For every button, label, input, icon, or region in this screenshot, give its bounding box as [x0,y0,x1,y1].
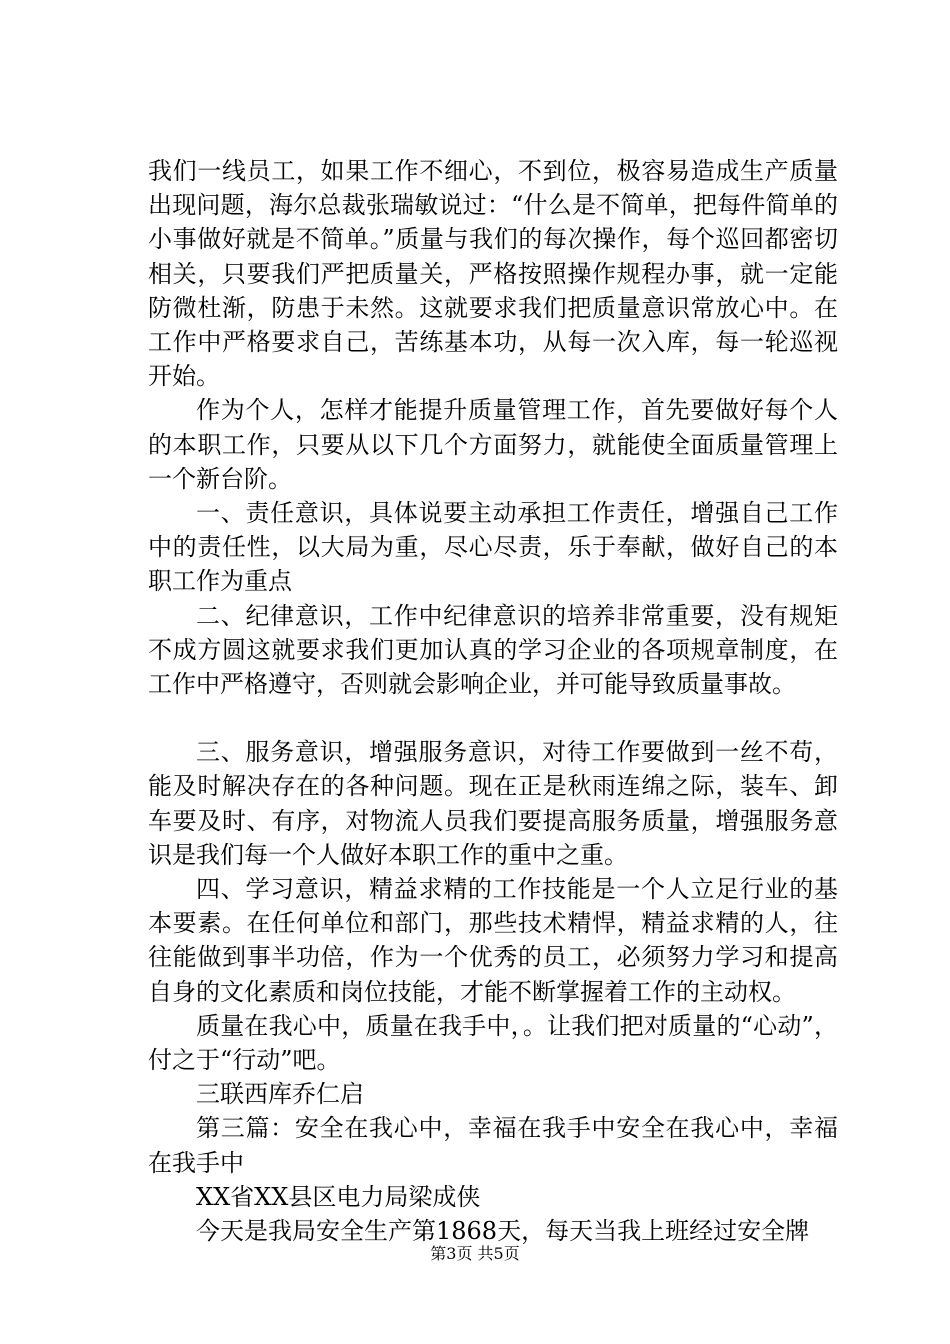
page-number: 第3页 共5页 [430,1244,520,1263]
paragraph-last: 今天是我局安全生产第1868天，每天当我上班经过安全牌 [196,1217,810,1246]
paragraph-5: 三、服务意识，增强服务意识，对待工作要做到一丝不苟，能及时解决存在的各种问题。现在正是秋雨连绵之际，装车、卸车要及时、有序，对物流人员我们要提高服务质量，增强服务意识是我们每一个人做好本职工作的重中之重。 [148,738,838,869]
paragraph-4: 二、纪律意识，工作中纪律意识的培养非常重要，没有规矩不成方圆这就要求我们更加认真的学习企业的各项规章制度，在工作中严格遵守，否则就会影响企业，并可能导致质量事故。 [148,601,838,699]
document-body [148,154,838,1248]
paragraph-1: 我们一线员工，如果工作不细心，不到位，极容易造成生产质量出现问题，海尔总裁张瑞敏说过：“什么是不简单，把每件简单的小事做好就是不简单。”质量与我们的每次操作，每个巡回都密切相关，只要我们严把质量关，严格按照操作规程办事，就一定能防微杜渐，防患于未然。这就要求我们把质量意识常放心中。在工作中严格要求自己，苦练基本功，从每一次入库，每一轮巡视开始。 [148,157,838,391]
paragraph-3: 一、责任意识，具体说要主动承担工作责任，增强自己工作中的责任性，以大局为重，尽心尽责，乐于奉献，做好自己的本职工作为重点 [148,499,838,596]
signature-line: 三联西库乔仁启 [196,1080,364,1109]
author-line: XX省XX县区电力局梁成侠 [196,1182,481,1211]
page-footer [0,1244,950,1264]
paragraph-7: 质量在我心中，质量在我手中，。让我们把对质量的“心动”，付之于“行动”吧。 [148,1011,838,1075]
section-heading: 第三篇：安全在我心中，幸福在我手中安全在我心中，幸福在我手中 [148,1114,838,1177]
paragraph-6: 四、学习意识，精益求精的工作技能是一个人立足行业的基本要素。在任何单位和部门，那些技术精悍，精益求精的人，往往能做到事半功倍，作为一个优秀的员工，必须努力学习和提高自身的文化素质和岗位技能，才能不断掌握着工作的主动权。 [148,875,838,1006]
paragraph-2: 作为个人，怎样才能提升质量管理工作，首先要做好每个人的本职工作，只要从以下几个方面努力，就能使全面质量管理上一个新台阶。 [148,396,838,493]
